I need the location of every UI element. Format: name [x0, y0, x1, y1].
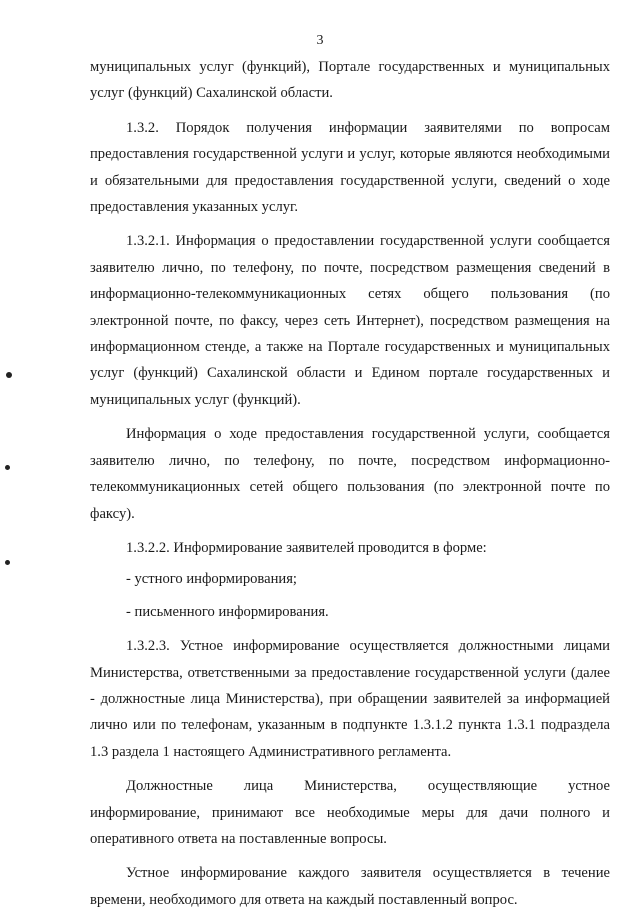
page-number: 3	[316, 33, 324, 48]
paragraph-officials: Должностные лица Министерства, осуществляющие устное информирование, принимают все необходимые меры для дачи полного и оперативного ответа на поставленные вопросы.	[90, 778, 610, 847]
paragraph-oral-duration: Устное информирование каждого заявителя осуществляется в течение времени, необходимого для ответа на каждый поставленный вопрос.	[90, 865, 610, 908]
list-item-written: - письменного информирования.	[126, 603, 329, 620]
paragraph-1-3-2-2: 1.3.2.2. Информирование заявителей проводится в форме:	[126, 539, 487, 556]
paragraph-1-3-2-1: 1.3.2.1. Информация о предоставлении государственной услуги сообщается заявителю лично, по телефону, по почте, посредством размещения сведений в информационно-телекоммуникационных сетях общего пользования (по электронной почте, по факсу, через сеть Интернет), посредством размещения на информационном стенде, а также на Портале государственных и муниципальных услуг (функций) Сахалинской области и Едином портале государственных и муниципальных услуг (функций).	[90, 233, 610, 408]
document-body	[90, 54, 610, 918]
paragraph-continuation: муниципальных услуг (функций), Портале государственных и муниципальных услуг (функций) Сахалинской области.	[90, 59, 610, 102]
paragraph-1-3-2: 1.3.2. Порядок получения информации заявителями по вопросам предоставления государственной услуги и услуг, которые являются необходимыми и обязательными для предоставления государственной услуги, сведений о ходе предоставления указанных услуг.	[90, 119, 610, 216]
paragraph-progress-info: Информация о ходе предоставления государственной услуги, сообщается заявителю лично, по телефону, по почте, посредством информационно-телекоммуникационных сетей общего пользования (по электронной почте по факсу).	[90, 426, 610, 522]
list-item-oral: - устного информирования;	[126, 571, 297, 588]
scan-mark-dot	[5, 465, 10, 470]
paragraph-1-3-2-3: 1.3.2.3. Устное информирование осуществляется должностными лицами Министерства, ответственными за предоставление государственной услуги (далее - должностные лица Министерства), при обращении заявителей за информацией лично или по телефонам, указанным в подпункте 1.3.1.2 пункта 1.3.1 подраздела 1.3 раздела 1 настоящего Административного регламента.	[90, 638, 610, 760]
scan-mark-dot	[6, 372, 12, 378]
scan-mark-dot	[5, 560, 10, 565]
